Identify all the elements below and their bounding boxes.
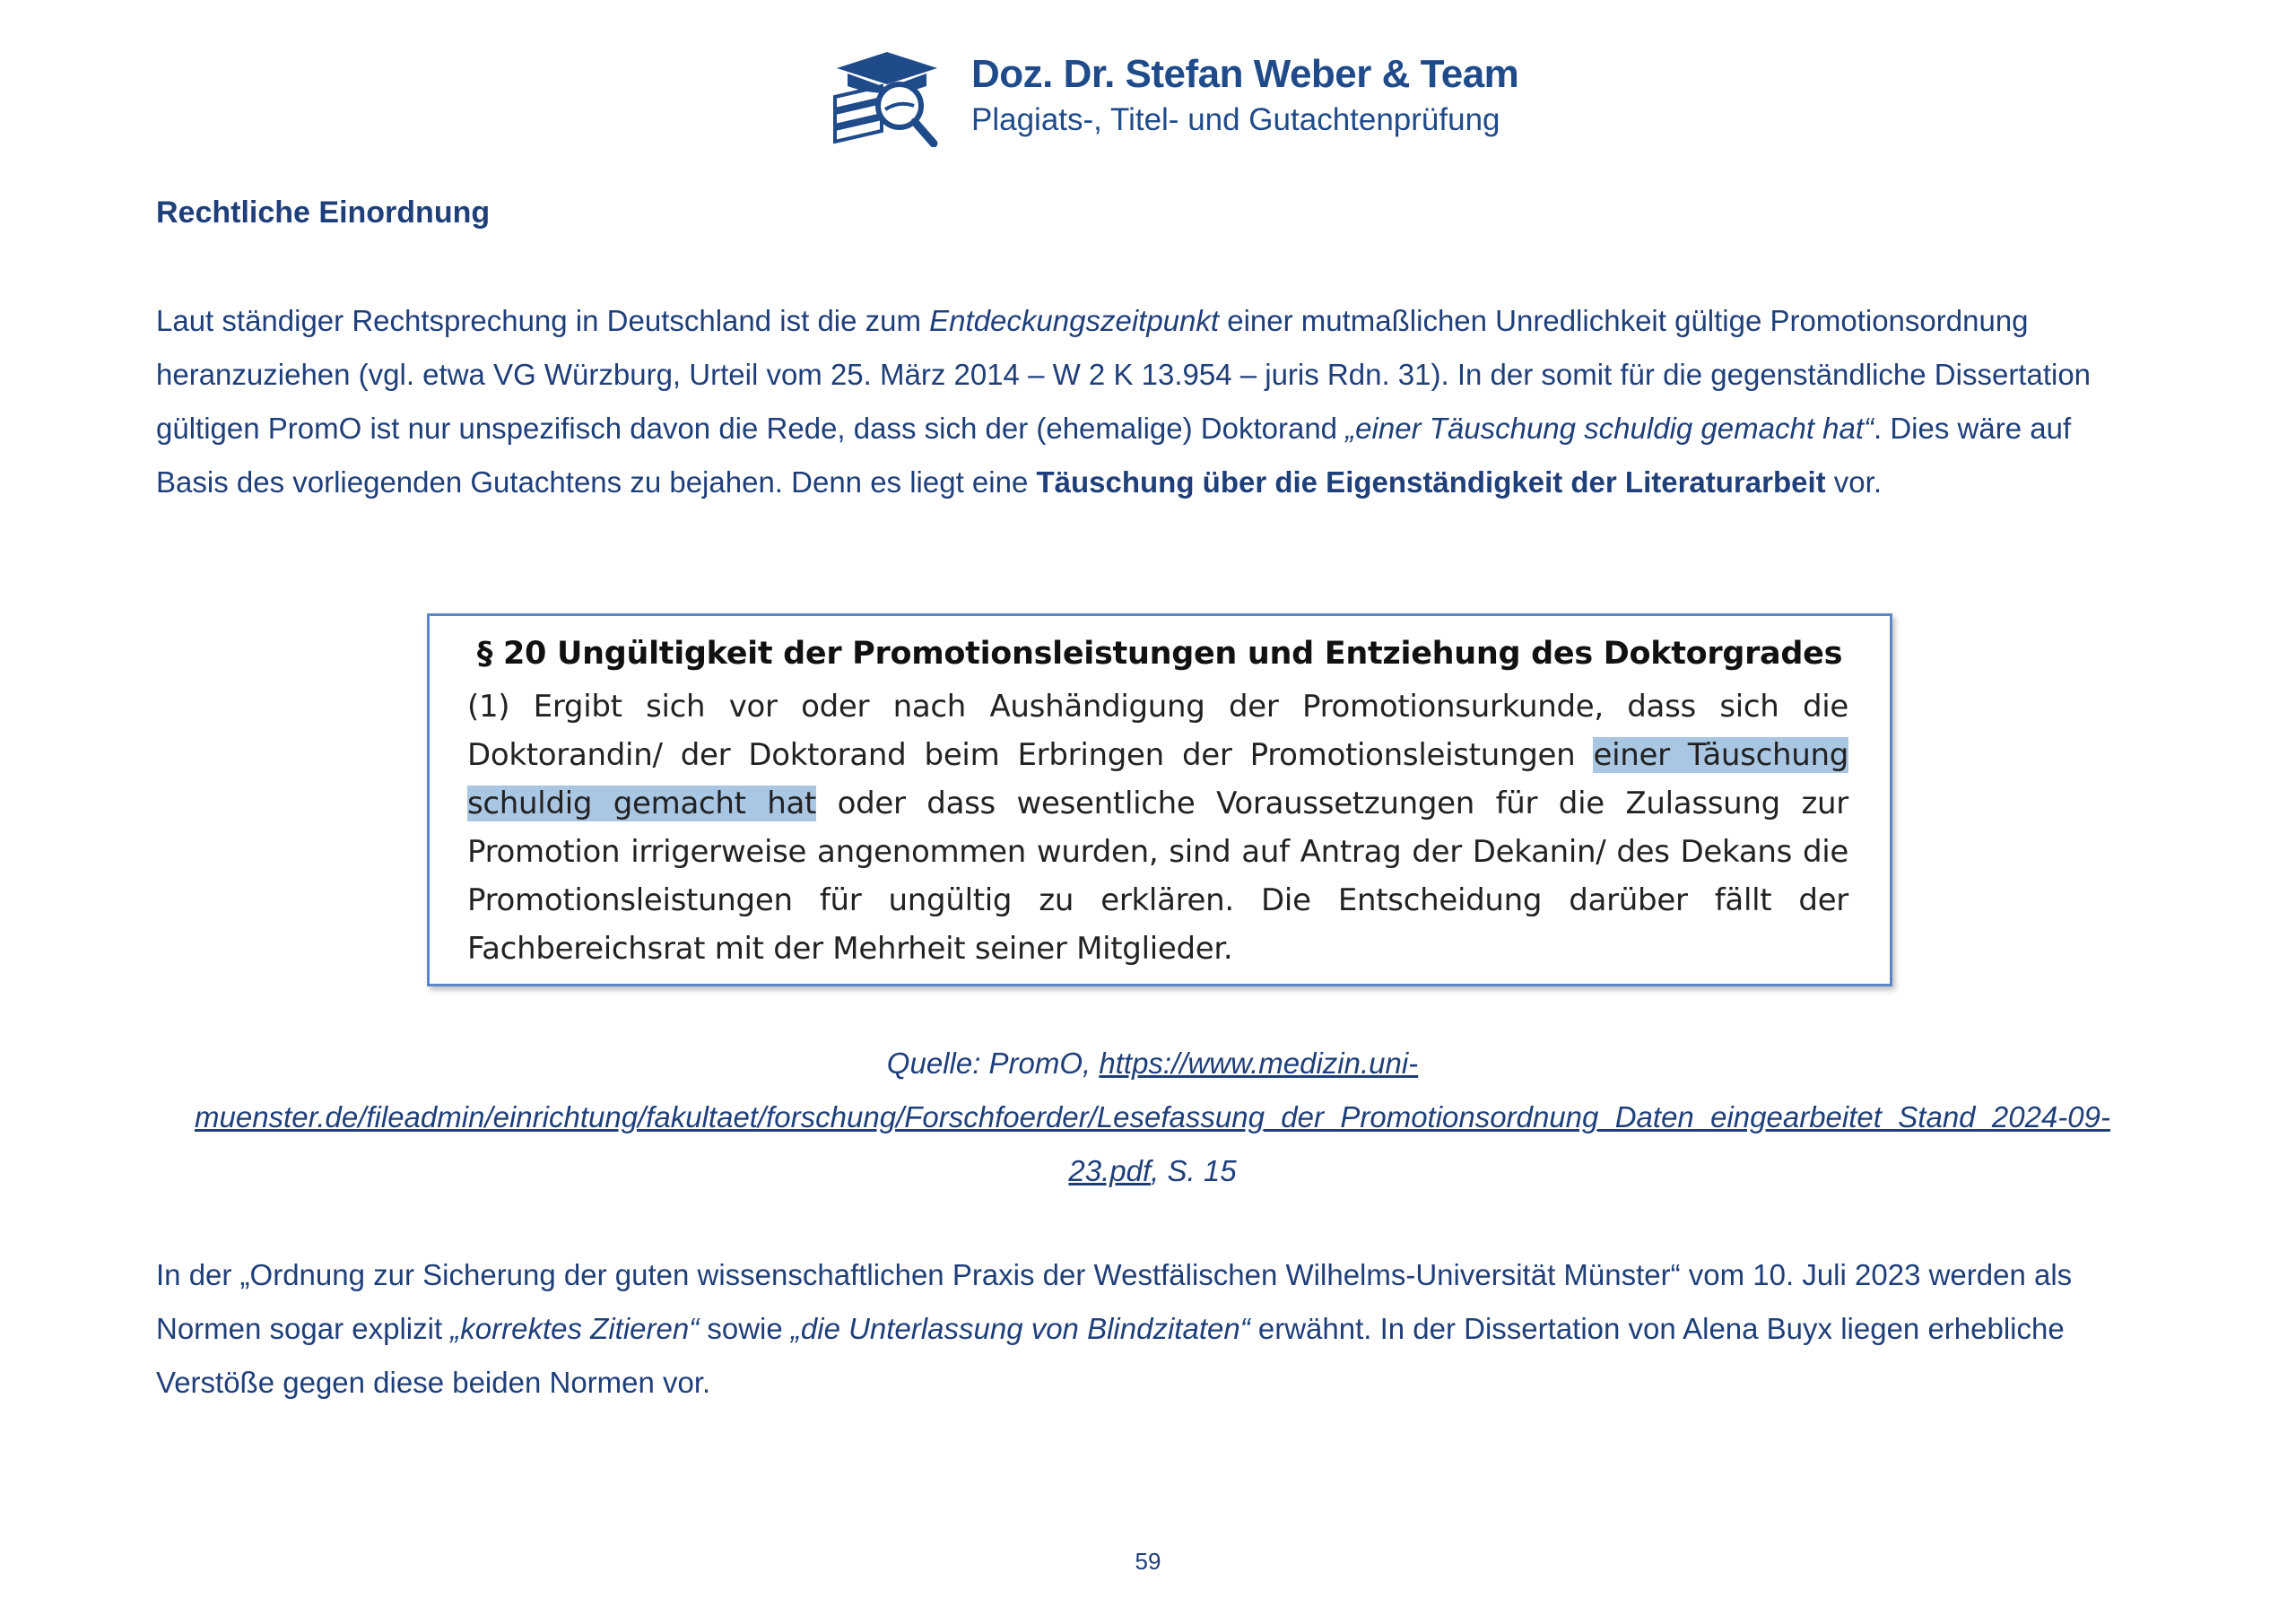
text-span: Laut ständiger Rechtsprechung in Deutschland ist die zum: [156, 304, 930, 337]
page-number: 59: [1135, 1548, 1161, 1575]
books-magnifier-icon: [830, 47, 946, 147]
source-citation: [156, 1037, 2149, 1198]
italic-term: Entdeckungszeitpunkt: [929, 304, 1220, 337]
brand-name: Doz. Dr. Stefan Weber & Team: [971, 52, 1519, 96]
excerpt-text: (1) Ergibt sich vor oder nach Aushändigung der Promotionsurkunde, dass sich die Doktorandin/ der Doktorand beim Erbringen der Promotionsleistungen: [467, 689, 1848, 773]
promo-excerpt-box: [427, 613, 1892, 986]
excerpt-body: [467, 682, 1848, 973]
text-span: In der „Ordnung zur Sicherung der guten wissenschaftlichen Praxis der Westfälischen Wilhelms-Universität Münster“ vom 10. Juli 2023 werden als Normen sogar explizit: [156, 1258, 2073, 1345]
highlighted-text: einer Täuschung schuldig gemacht hat: [467, 737, 1848, 821]
section-title: Rechtliche Einordnung: [156, 195, 491, 230]
paragraph-legal-context: [156, 294, 2149, 509]
excerpt-heading: § 20 Ungültigkeit der Promotionsleistungen und Entziehung des Doktorgrades: [476, 636, 1843, 672]
source-prefix: Quelle: PromO,: [886, 1046, 1100, 1080]
brand-subtitle: Plagiats-, Titel- und Gutachtenprüfung: [971, 102, 1500, 137]
paragraph-norms: [156, 1248, 2149, 1410]
text-span: sowie: [699, 1312, 791, 1345]
source-suffix: , S. 15: [1151, 1154, 1237, 1187]
text-span: . Dies wäre auf Basis des vorliegenden Gutachtens zu bejahen. Denn es liegt eine: [156, 412, 2072, 499]
italic-quote: „korrektes Zitieren“: [450, 1312, 700, 1345]
text-span: erwähnt. In der Dissertation von Alena Buyx liegen erhebliche Verstöße gegen diese beiden Normen vor.: [156, 1312, 2065, 1399]
source-link[interactable]: https://www.medizin.uni-muenster.de/fileadmin/einrichtung/fakultaet/forschung/Forschfoerder/Lesefassung_der_Promotionsordnung_Daten_eingearbeitet_Stand_2024-09-23.pdf: [195, 1046, 2110, 1187]
text-span: einer mutmaßlichen Unredlichkeit gültige Promotionsordnung heranzuziehen (vgl. etwa VG Würzburg, Urteil vom 25. März 2014 – W 2 K 13.954 – juris Rdn. 31). In der somit für die gegenständliche Dissertation gültigen PromO ist nur unspezifisch davon die Rede, dass sich der (ehemalige) Doktorand: [156, 304, 2092, 445]
excerpt-text: oder dass wesentliche Voraussetzungen für die Zulassung zur Promotion irrigerweise angenommen wurden, sind auf Antrag der Dekanin/ des Dekans die Promotionsleistungen für ungültig zu erklären. Die Entscheidung darüber fällt der Fachbereichsrat mit der Mehrheit seiner Mitglieder.: [467, 786, 1848, 967]
italic-quote: „einer Täuschung schuldig gemacht hat“: [1345, 412, 1874, 445]
page-header: [830, 43, 1519, 151]
bold-emphasis: Täuschung über die Eigenständigkeit der Literaturarbeit: [1036, 465, 1826, 499]
text-span: vor.: [1825, 465, 1882, 499]
italic-quote: „die Unterlassung von Blindzitaten“: [790, 1312, 1250, 1345]
